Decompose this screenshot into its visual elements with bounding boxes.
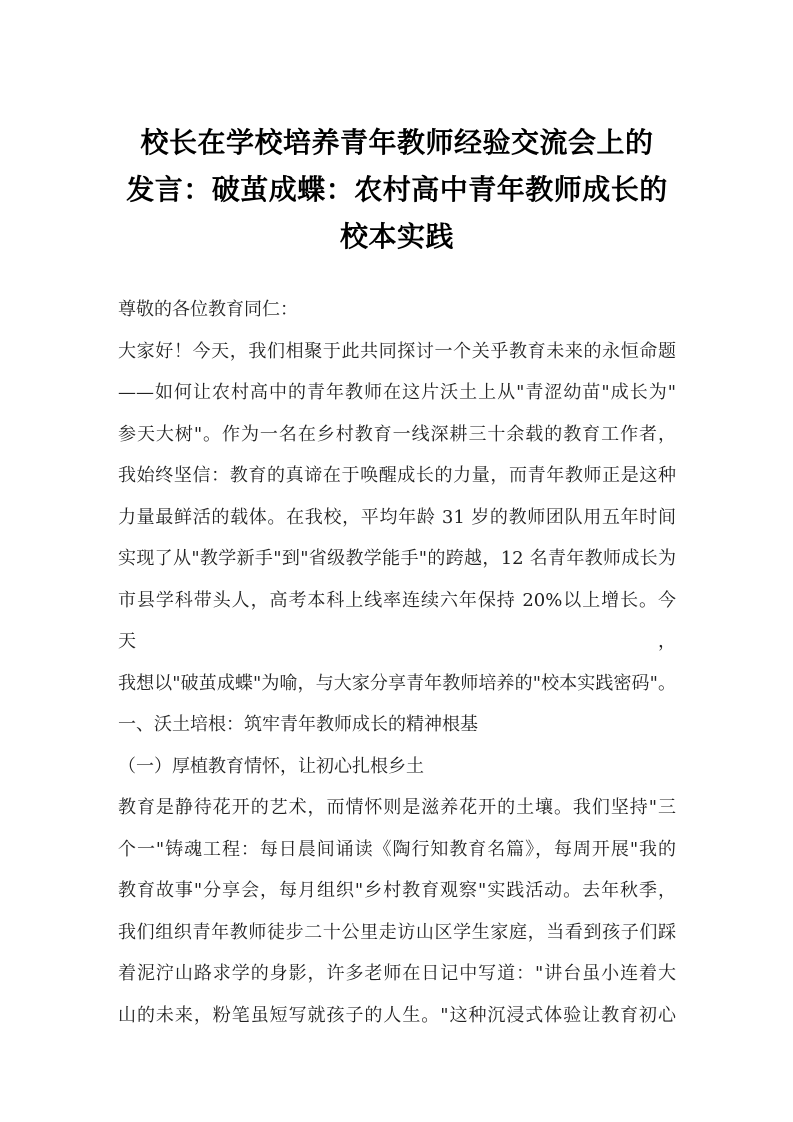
body-line: 山的未来，粉笔虽短写就孩子的人生。"这种沉浸式体验让教育初心	[118, 1004, 676, 1026]
body-line: 着泥泞山路求学的身影，许多老师在日记中写道："讲台虽小连着大	[118, 963, 676, 984]
body-line: 教育故事"分享会，每月组织"乡村教育观察"实践活动。去年秋季，	[118, 880, 676, 901]
body-line: 大家好！今天，我们相聚于此共同探讨一个关乎教育未来的永恒命题	[118, 340, 676, 362]
title-line: 校本实践	[339, 220, 454, 253]
body-line: 我想以"破茧成蝶"为喻，与大家分享青年教师培养的"校本实践密码"。	[118, 672, 676, 694]
document-body	[118, 289, 676, 1036]
body-line: 参天大树"。作为一名在乡村教育一线深耕三十余载的教育工作者，	[118, 423, 676, 445]
document-title	[118, 119, 676, 260]
body-line: 实现了从"教学新手"到"省级教学能手"的跨越，12 名青年教师成长为	[118, 548, 676, 569]
title-line: 发言：破茧成蝶：农村高中青年教师成长的	[126, 173, 668, 206]
body-line: ——如何让农村高中的青年教师在这片沃土上从"青涩幼苗"成长为"	[118, 382, 676, 403]
body-line: （一）厚植教育情怀，让初心扎根乡土	[118, 755, 424, 777]
body-line: 尊敬的各位教育同仁：	[118, 299, 298, 320]
body-line: 市县学科带头人，高考本科上线率连续六年保持 20%以上增长。今天，	[118, 589, 676, 652]
document-content	[118, 0, 676, 1036]
body-line: 教育是静待花开的艺术，而情怀则是滋养花开的土壤。我们坚持"三	[118, 797, 676, 818]
body-line: 我们组织青年教师徒步二十公里走访山区学生家庭，当看到孩子们踩	[118, 921, 676, 943]
body-line: 力量最鲜活的载体。在我校，平均年龄 31 岁的教师团队用五年时间	[118, 506, 676, 528]
title-line: 校长在学校培养青年教师经验交流会上的	[140, 126, 654, 159]
body-line: 一、沃土培根：筑牢青年教师成长的精神根基	[118, 714, 478, 735]
body-line: 我始终坚信：教育的真谛在于唤醒成长的力量，而青年教师正是这种	[118, 465, 676, 486]
body-line: 个一"铸魂工程：每日晨间诵读《陶行知教育名篇》，每周开展"我的	[118, 838, 676, 860]
